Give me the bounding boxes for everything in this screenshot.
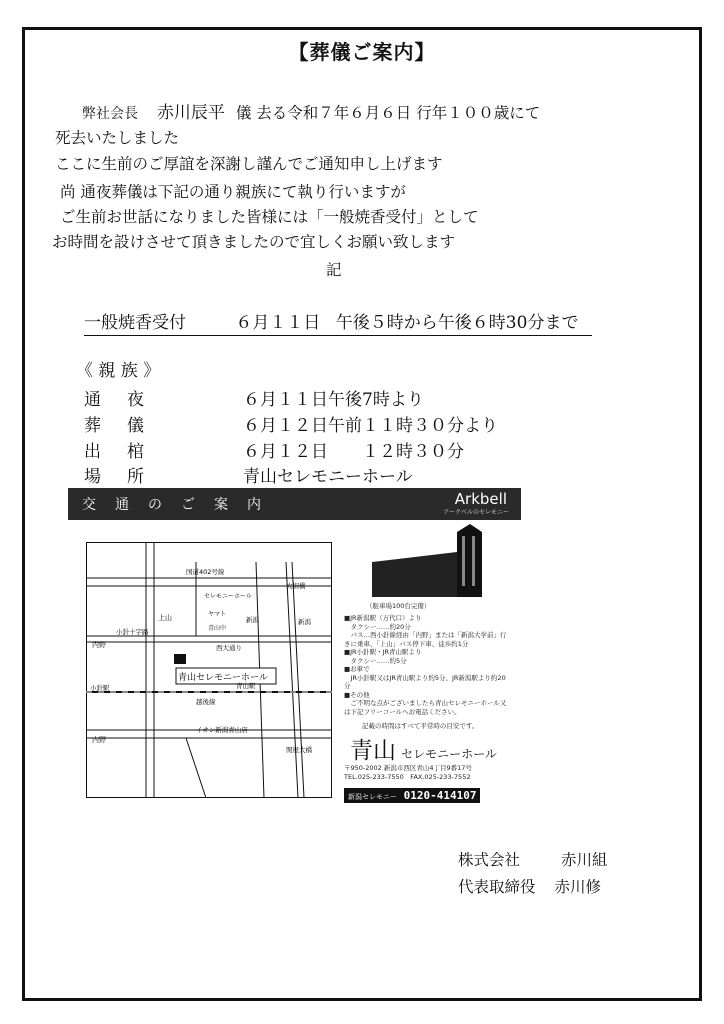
intro-role: 弊社会長 (82, 106, 138, 122)
general-date: ６月１１日 (235, 313, 321, 333)
direction-line: JR小針駅又はJR青山駅より約5分、JR新潟駅より約20分 (344, 673, 506, 690)
family-row-label: 通夜 (84, 390, 144, 410)
map-label: 新潟 (298, 618, 311, 626)
map-label: 関屋大橋 (286, 746, 312, 754)
family-row-value: 青山セレモニーホール (243, 467, 413, 487)
parking-note: （駐車場100台完備） (366, 602, 431, 610)
intro-line-2: 死去いたしました (55, 129, 180, 147)
intro-line-4: 尚 通夜葬儀は下記の通り親族にて執り行いますが (60, 183, 406, 201)
direction-line: バス…西小針線経由「内野」または「新潟大学前」行きに乗車、「上山」バス停下車、徒歩約1分 (344, 631, 507, 648)
map-label: 西大通り (216, 644, 242, 652)
hall-name-kanji: 青山 (350, 738, 396, 764)
signature-name: 赤川修 (554, 878, 601, 896)
hall-logotype (350, 732, 497, 765)
time-note: 記載の時間はすべて平常時の目安です。 (362, 722, 479, 730)
map-label: 小針駅 (90, 684, 110, 692)
map-label: 青山中 (208, 625, 227, 632)
access-info-panel (344, 522, 512, 802)
hall-name-kana: セレモニーホール (401, 747, 497, 761)
intro-line-3: ここに生前のご厚誼を深謝し謹んでご通知申し上げます (55, 155, 443, 173)
map-label: 上山 (158, 614, 172, 622)
family-row-value: ６月１２日 １２時３０分 (243, 442, 464, 462)
family-row-label: 出棺 (84, 442, 144, 462)
access-band (68, 488, 521, 520)
intro-line-5: ご生前お世話になりました皆様には「一般焼香受付」として (60, 208, 479, 226)
direction-line: ■その他 (344, 690, 370, 699)
direction-line: ■JR小針駅・JR青山駅より (344, 648, 422, 656)
general-label: 一般焼香受付 (84, 313, 186, 333)
family-row (84, 462, 413, 487)
map-label: セレモニーホール (204, 593, 252, 600)
family-row (84, 437, 464, 462)
map-label: 内野 (92, 641, 106, 649)
signature-person (458, 875, 601, 897)
company-name: 赤川組 (560, 851, 608, 869)
directions-list (344, 614, 510, 716)
company-prefix: 株式会社 (458, 851, 521, 869)
map-label: 大堀橋 (286, 582, 306, 590)
direction-line: ご不明な点がございましたら青山セレモニーホール又は下記フリーコールへお電話ください。 (344, 699, 507, 716)
intro-line-1 (82, 98, 540, 123)
map-label: 越後線 (196, 698, 216, 706)
intro-line-6: お時間を設けさせて頂きましたので宜しくお願い致します (52, 233, 456, 251)
family-row-value: ６月１１日午後7時より (243, 390, 424, 410)
direction-line: タクシー……約20分 (344, 622, 411, 631)
arkbell-logo: Arkbell (454, 490, 507, 508)
arkbell-logo-sub: アークベルのセレモニー (443, 509, 509, 516)
hall-tel-fax: TEL.025-233-7550 FAX.025-233-7552 (344, 773, 471, 781)
family-heading: 《 親 族 》 (76, 361, 161, 381)
map-label: 国道402号線 (186, 568, 225, 576)
intro-line1-rest: 儀 去る令和７年６月６日 行年１００歳にて (235, 104, 541, 122)
direction-line: ■JR新潟駅（万代口）より (344, 614, 422, 622)
map-hall-label: 青山セレモニーホール (178, 673, 268, 683)
general-reception (84, 308, 592, 336)
family-row (84, 385, 424, 410)
family-row-label: 場所 (84, 467, 144, 487)
ki-mark: 記 (326, 261, 342, 279)
free-call (344, 784, 480, 803)
free-call-number (344, 788, 480, 803)
free-call-label: 新潟セレモニー (348, 793, 397, 801)
access-band-title: 交通のご案内 (82, 497, 280, 513)
map-label: 新潟 (246, 616, 259, 624)
free-call-digits: 0120-414107 (403, 789, 477, 802)
direction-line: タクシー……約5分 (344, 656, 407, 665)
map-label: 小針十字路 (116, 628, 149, 636)
signature-role: 代表取締役 (458, 878, 536, 896)
family-row (84, 411, 498, 436)
map-label: イオン新潟青山店 (196, 726, 248, 734)
direction-line: ■お車で (344, 665, 370, 673)
family-row-label: 葬儀 (84, 416, 144, 436)
access-map (86, 542, 332, 798)
signature-company (458, 848, 607, 870)
hall-building-photo (362, 522, 512, 602)
map-label: 青山駅 (236, 682, 256, 690)
page-title: 【葬儀ご案内】 (288, 40, 436, 64)
general-time: 午後５時から午後６時30分まで (335, 313, 579, 333)
hall-address: 〒950-2002 新潟市西区青山4丁目9番17号 (344, 764, 472, 772)
map-label: 内野 (92, 736, 106, 744)
intro-name: 赤川辰平 (156, 103, 225, 123)
map-label: ヤマト (208, 611, 227, 618)
family-row-value: ６月１２日午前１１時３０分より (243, 416, 498, 436)
